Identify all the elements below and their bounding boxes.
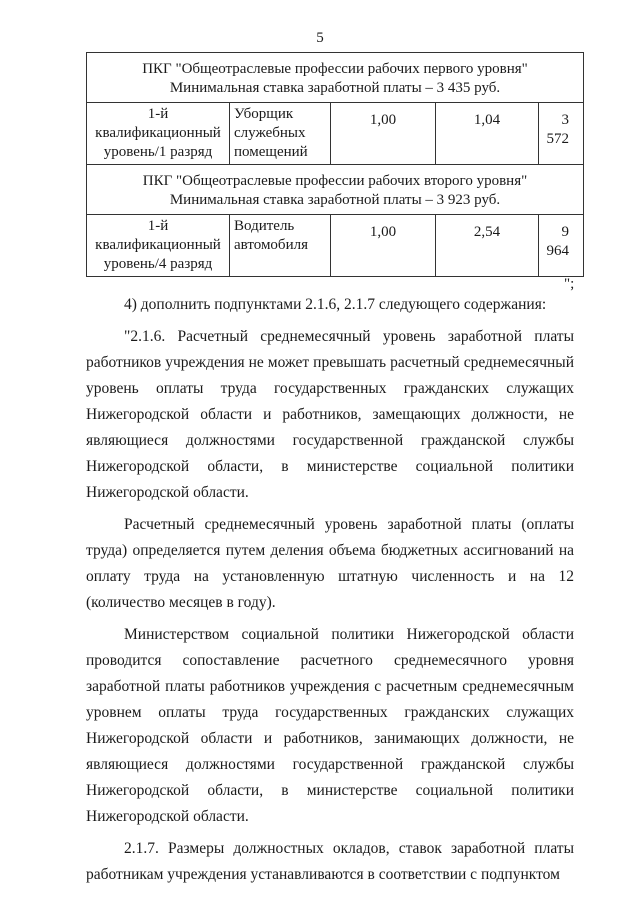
calculation-paragraph: Расчетный среднемесячный уровень заработной платы (оплаты труда) определяется путем деления объема бюджетных ассигнований на оплату труда на установленную штатную численность и на 12 (количество месяцев в году). [86,516,574,611]
coefficient-cell: 2,54 [436,215,539,277]
clause-2-1-6-paragraph: "2.1.6. Расчетный среднемесячный уровень заработной платы работников учреждения не может превышать расчетный среднемесячный уровень оплаты труда государственных гражданских служащих Нижегородской области и работников, замещающих должности, не являющиеся должностями государственной гражданской службы Нижегородской области, в министерстве социальной политики Нижегородской области. [86,328,574,501]
page-number: 5 [316,30,324,46]
job-title-cell: Уборщик служебных помещений [230,103,331,165]
table-group-header [87,53,584,103]
table-row [87,215,584,277]
table-group-header [87,165,584,215]
group-header-cell [87,165,584,215]
salary-table [86,52,584,277]
clause-2-1-7-paragraph: 2.1.7. Размеры должностных окладов, ставок заработной платы работникам учреждения устанавливаются в соответствии с подпунктом [86,840,574,883]
group-min-rate: Минимальная ставка заработной платы – 3 435 руб. [169,80,501,96]
qualification-level-cell: 1-й квалификационный уровень/1 разряд [87,103,230,165]
document-body [86,292,574,888]
job-title-cell: Водитель автомобиля [230,215,331,277]
group-title: ПКГ "Общеотраслевые профессии рабочих второго уровня" [142,173,528,189]
salary-amount-cell: 9 964 [539,215,584,277]
group-title: ПКГ "Общеотраслевые профессии рабочих первого уровня" [142,61,528,77]
closing-quote: "; [564,276,575,292]
salary-amount-cell: 3 572 [539,103,584,165]
ministry-comparison-paragraph: Министерством социальной политики Нижегородской области проводится сопоставление расчетного среднемесячного уровня заработной платы работников учреждения с расчетным среднемесячным уровнем оплаты труда государственных гражданских служащих Нижегородской области и работников, занимающих должности, не являющиеся должностями государственной гражданской службы Нижегородской области, в министерстве социальной политики Нижегородской области. [86,626,574,825]
item-4-paragraph: 4) дополнить подпунктами 2.1.6, 2.1.7 следующего содержания: [124,296,547,313]
group-min-rate: Минимальная ставка заработной платы – 3 923 руб. [169,192,501,208]
table-row [87,103,584,165]
qualification-level-cell: 1-й квалификационный уровень/4 разряд [87,215,230,277]
coefficient-cell: 1,00 [331,103,436,165]
group-header-cell [87,53,584,103]
coefficient-cell: 1,00 [331,215,436,277]
coefficient-cell: 1,04 [436,103,539,165]
